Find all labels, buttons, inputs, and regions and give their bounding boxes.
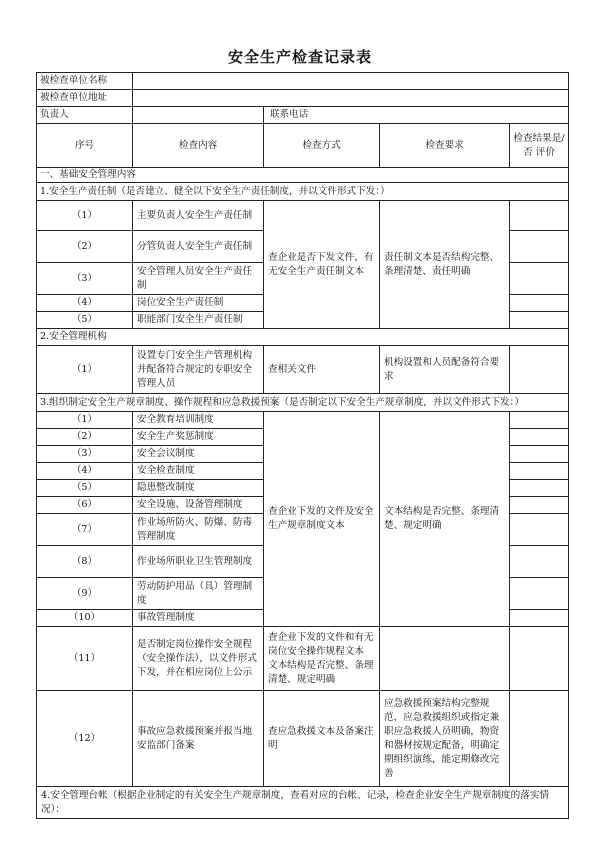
result-cell[interactable] [510,295,569,312]
subsection-row [37,787,569,819]
result-cell[interactable] [510,201,569,231]
item11-method: 查企业下发的文件和有无岗位安全操作规程文本 文本结构是否完整、条理清楚、规定明确 [264,627,380,691]
result-cell[interactable] [510,312,569,329]
subsection-row [37,183,569,201]
unit-address-field[interactable] [133,90,569,107]
item-content: 安全会议制度 [133,446,264,463]
column-header-row [37,124,569,168]
item-no: （9） [37,578,133,610]
item-no: （10） [37,610,133,627]
result-cell[interactable] [510,610,569,627]
item-no: （4） [37,463,133,480]
item-content: 安全管理人员安全生产责任制 [133,263,264,295]
section-title: 一、基础安全管理内容 [37,168,569,183]
subsection-row [37,329,569,346]
sub1-method: 查企业是否下发文件，有无安全生产责任制文本 [264,201,380,329]
item-no: （7） [37,514,133,546]
result-cell[interactable] [510,231,569,263]
unit-name-label: 被检查单位名称 [37,73,133,90]
item-no: （12） [37,691,133,787]
item-content: 隐患整改制度 [133,480,264,497]
item-content: 岗位安全生产责任制 [133,295,264,312]
col-method: 检查方式 [264,124,380,168]
col-seq: 序号 [37,124,133,168]
sub2-method: 查相关文件 [264,346,380,394]
table-row [37,627,569,691]
result-cell[interactable] [510,546,569,578]
table-row [37,412,569,429]
item-no: （5） [37,312,133,329]
item-content: 安全教育培训制度 [133,412,264,429]
col-requirement: 检查要求 [380,124,510,168]
col-result: 检查结果是/否 评价 [510,124,569,168]
manager-row [37,107,569,124]
result-cell[interactable] [510,463,569,480]
item-content: 事故应急救援预案并报当地安监部门备案 [133,691,264,787]
sub1-requirement: 责任制文本是否结构完整、条理清楚、责任明确 [380,201,510,329]
subsection-row [37,394,569,412]
result-cell[interactable] [510,497,569,514]
item-content: 主要负责人安全生产责任制 [133,201,264,231]
item-content: 分管负责人安全生产责任制 [133,231,264,263]
table-row [37,691,569,787]
col-content: 检查内容 [133,124,264,168]
unit-name-field[interactable] [133,73,569,90]
subsection-4-title: 4.安全管理台帐（根据企业制定的有关安全生产规章制度，查看对应的台帐、记录，检查企业安全生产规章制度的落实情况）： [37,787,569,819]
item11-requirement [380,627,510,691]
result-cell[interactable] [510,429,569,446]
sub3-method: 查企业下发的文件及安全生产规章制度文本 [264,412,380,627]
item-content: 安全设施、设备管理制度 [133,497,264,514]
item-no: （1） [37,412,133,429]
item-no: （6） [37,497,133,514]
manager-label: 负责人 [37,107,133,124]
item-no: （3） [37,446,133,463]
subsection-3-title: 3.组织制定安全生产规章制度、操作规程和应急救援预案（是否制定以下安全生产规章制度，并以文件形式下发：） [37,394,569,412]
inspection-table [36,72,569,819]
sub2-requirement: 机构设置和人员配备符合要求 [380,346,510,394]
item-content: 作业场所职业卫生管理制度 [133,546,264,578]
page-title: 安全生产检查记录表 [227,48,372,66]
item-content: 事故管理制度 [133,610,264,627]
result-cell[interactable] [510,627,569,691]
manager-field[interactable] [133,107,264,124]
result-cell[interactable] [510,480,569,497]
result-cell[interactable] [510,263,569,295]
item-no: （2） [37,429,133,446]
item-no: （3） [37,263,133,295]
result-cell[interactable] [510,446,569,463]
item-content: 职能部门安全生产责任制 [133,312,264,329]
item-content: 是否制定岗位操作安全规程（安全操作法），以文件形式下发，并在相应岗位上公示 [133,627,264,691]
item-no: （5） [37,480,133,497]
item-no: （11） [37,627,133,691]
subsection-2-title: 2.安全管理机构 [37,329,569,346]
result-cell[interactable] [510,412,569,429]
item-no: （1） [37,346,133,394]
table-row [37,346,569,394]
result-cell[interactable] [510,578,569,610]
phone-label: 联系电话 [264,107,569,124]
result-cell[interactable] [510,514,569,546]
subsection-1-title: 1.安全生产责任制（是否建立、健全以下安全生产责任制度，并以文件形式下发：） [37,183,569,201]
item-no: （4） [37,295,133,312]
result-cell[interactable] [510,346,569,394]
item-no: （2） [37,231,133,263]
result-cell[interactable] [510,691,569,787]
item-no: （8） [37,546,133,578]
section-row [37,168,569,183]
item-content: 作业场所防火、防爆、防毒管理制度 [133,514,264,546]
item-content: 安全生产奖惩制度 [133,429,264,446]
item-content: 设置专门安全生产管理机构并配备符合规定的专职安全管理人员 [133,346,264,394]
item12-requirement: 应急救援预案结构完整规范，应急救援组织或指定兼职应急救援人员明确，物资和器材按规定配备，明确定期组织演练，能定期修改完善 [380,691,510,787]
item-no: （1） [37,201,133,231]
sub3-requirement: 文本结构是否完整、条理清楚、规定明确 [380,412,510,627]
unit-name-row [37,73,569,90]
item12-method: 查应急救援文本及备案注明 [264,691,380,787]
item-content: 安全检查制度 [133,463,264,480]
item-content: 劳动防护用品（具）管理制度 [133,578,264,610]
unit-address-label: 被检查单位地址 [37,90,133,107]
table-row [37,201,569,231]
unit-address-row [37,90,569,107]
